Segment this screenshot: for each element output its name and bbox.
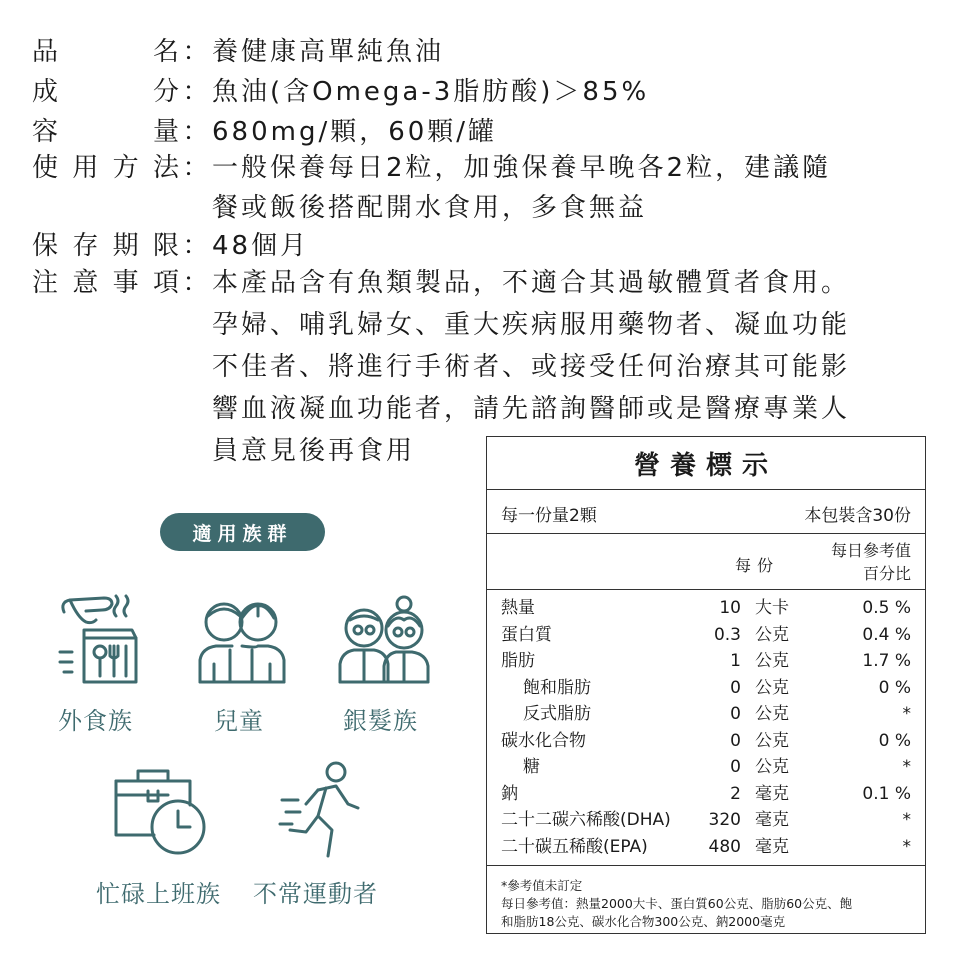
nutrition-name: 脂肪 <box>501 651 535 671</box>
info-row-ingredients <box>32 74 922 116</box>
nutrition-pct: * <box>902 836 911 857</box>
nutrition-unit: 公克 <box>755 651 789 671</box>
nutrition-pct: * <box>902 810 911 830</box>
nutrition-value: 0 <box>730 677 741 698</box>
nutrition-name: 鈉 <box>501 783 518 804</box>
nutrition-pct: * <box>902 704 911 724</box>
nutrition-unit: 毫克 <box>755 810 789 830</box>
nutrition-value: 0 <box>730 730 741 751</box>
nutrition-pct: * <box>902 757 911 777</box>
daily-reference-header <box>831 539 911 585</box>
info-label <box>32 74 182 116</box>
info-label-char: 分 <box>152 77 182 107</box>
nutrition-row <box>487 595 925 622</box>
divider <box>487 489 925 490</box>
nutrition-name: 蛋白質 <box>501 624 552 645</box>
info-colon: ： <box>182 153 212 183</box>
footnote-line: *參考值未訂定 <box>501 878 583 893</box>
nutrition-title: 營養標示 <box>633 450 778 481</box>
briefcase-clock-icon <box>108 765 212 861</box>
info-label-char: 注 <box>32 268 62 298</box>
info-value-line: 不佳者、將進行手術者、或接受任何治療其可能影 <box>212 352 851 382</box>
nutrition-footnote <box>501 877 911 931</box>
info-label-char: 用 <box>72 153 102 183</box>
nutrition-unit: 毫克 <box>755 783 789 804</box>
info-label <box>32 34 182 76</box>
info-value <box>212 74 922 116</box>
info-value-line: 響血液凝血功能者，請先諮詢醫師或是醫療專業人 <box>212 394 851 424</box>
nutrition-name: 飽和脂肪 <box>523 677 591 698</box>
info-colon: ： <box>182 37 212 67</box>
nutrition-pct: 0 % <box>878 730 911 751</box>
nutrition-unit: 大卡 <box>755 598 789 618</box>
nutrition-row <box>487 834 925 861</box>
nutrition-name: 二十碳五稀酸(EPA) <box>501 836 648 857</box>
info-value-line: 680mg/顆，60顆/罐 <box>212 117 498 147</box>
info-label-char: 期 <box>112 231 142 261</box>
info-label-char: 名 <box>152 37 182 67</box>
group-label-office-worker: 忙碌上班族 <box>96 880 221 908</box>
info-colon: ： <box>182 117 212 147</box>
nutrition-value: 0 <box>730 757 741 777</box>
info-row-name <box>32 34 922 76</box>
info-value-line: 魚油(含Omega-3脂肪酸)＞85% <box>212 77 650 107</box>
elderly-couple-icon <box>336 594 432 686</box>
nutrition-pct: 1.7 % <box>862 651 911 671</box>
info-label-char: 存 <box>72 231 102 261</box>
nutrition-unit: 公克 <box>755 757 789 777</box>
info-colon: ： <box>182 268 212 298</box>
info-value-line: 孕婦、哺乳婦女、重大疾病服用藥物者、凝血功能 <box>212 310 851 340</box>
nutrition-pct: 0.5 % <box>862 598 911 618</box>
nutrition-unit: 公克 <box>755 704 789 724</box>
group-label-takeout: 外食族 <box>58 707 133 735</box>
info-label <box>32 265 182 475</box>
takeout-food-icon <box>56 590 146 685</box>
group-label-children: 兒童 <box>214 707 264 735</box>
nutrition-pct: 0.1 % <box>862 783 911 804</box>
nutrition-row <box>487 675 925 702</box>
nutrition-facts-table <box>486 436 926 934</box>
nutrition-unit: 公克 <box>755 677 789 698</box>
nutrition-row <box>487 728 925 755</box>
nutrition-pct: 0 % <box>878 677 911 698</box>
info-label <box>32 150 182 230</box>
info-colon: ： <box>182 231 212 261</box>
info-label-char: 品 <box>32 37 62 67</box>
info-value-line: 員意見後再食用 <box>212 436 416 466</box>
footnote-line: 和脂肪18公克、碳水化合物300公克、鈉2000毫克 <box>501 914 786 929</box>
nutrition-value: 320 <box>708 810 741 830</box>
nutrition-pct: 0.4 % <box>862 624 911 645</box>
info-colon: ： <box>182 77 212 107</box>
servings-per-package: 本包裝含30份 <box>804 506 911 526</box>
info-value <box>212 34 922 76</box>
group-label-elderly: 銀髮族 <box>343 707 418 735</box>
nutrition-name: 熱量 <box>501 598 535 618</box>
running-person-icon <box>278 760 362 866</box>
info-value-line: 本產品含有魚類製品，不適合其過敏體質者食用。 <box>212 268 851 298</box>
nutrition-value: 480 <box>708 836 741 857</box>
nutrition-row <box>487 781 925 808</box>
nutrition-unit: 公克 <box>755 624 789 645</box>
info-label-char: 使 <box>32 153 62 183</box>
info-label-char: 保 <box>32 231 62 261</box>
children-icon <box>196 594 288 686</box>
nutrition-value: 0 <box>730 704 741 724</box>
info-label-char: 項 <box>152 268 182 298</box>
info-value-line: 養健康高單純魚油 <box>212 37 445 67</box>
info-row-shelf-life <box>32 228 922 270</box>
nutrition-row <box>487 648 925 675</box>
nutrition-rows <box>487 595 925 860</box>
info-label-char: 成 <box>32 77 62 107</box>
footnote-line: 每日參考值：熱量2000大卡、蛋白質60公克、脂肪60公克、飽 <box>501 896 853 911</box>
info-value-line: 48個月 <box>212 231 310 261</box>
info-label <box>32 228 182 270</box>
nutrition-value: 0.3 <box>713 624 741 645</box>
nutrition-value: 1 <box>730 651 741 671</box>
nutrition-name: 反式脂肪 <box>523 704 591 724</box>
info-label-char: 容 <box>32 117 62 147</box>
info-label-char: 法 <box>152 153 182 183</box>
nutrition-value: 10 <box>719 598 741 618</box>
nutrition-row <box>487 807 925 834</box>
daily-reference-line: 每日參考值 <box>830 541 911 560</box>
info-value-line: 一般保養每日2粒，加強保養早晚各2粒，建議隨 <box>212 153 832 183</box>
nutrition-name: 碳水化合物 <box>501 730 586 751</box>
info-label-char: 事 <box>112 268 142 298</box>
info-label-char: 量 <box>152 117 182 147</box>
info-label-char: 意 <box>72 268 102 298</box>
daily-reference-line: 百分比 <box>862 564 911 583</box>
divider <box>487 589 925 590</box>
divider <box>487 533 925 534</box>
serving-size: 每一份量2顆 <box>501 506 597 526</box>
info-value <box>212 150 922 230</box>
suitable-groups-title: 適用族群 <box>160 513 325 551</box>
nutrition-value: 2 <box>730 783 741 804</box>
group-label-inactive: 不常運動者 <box>253 880 378 908</box>
info-label-char: 方 <box>112 153 142 183</box>
info-row-usage <box>32 150 922 230</box>
nutrition-unit: 公克 <box>755 730 789 751</box>
info-label-char: 限 <box>152 231 182 261</box>
info-value-line: 餐或飯後搭配開水食用，多食無益 <box>212 193 648 223</box>
divider <box>487 865 925 866</box>
per-serving-header: 每份 <box>735 556 780 575</box>
nutrition-row <box>487 622 925 649</box>
nutrition-unit: 毫克 <box>755 836 789 857</box>
nutrition-row <box>487 701 925 728</box>
nutrition-name: 糖 <box>523 757 540 777</box>
info-value <box>212 228 922 270</box>
nutrition-row <box>487 754 925 781</box>
nutrition-name: 二十二碳六稀酸(DHA) <box>501 810 671 830</box>
